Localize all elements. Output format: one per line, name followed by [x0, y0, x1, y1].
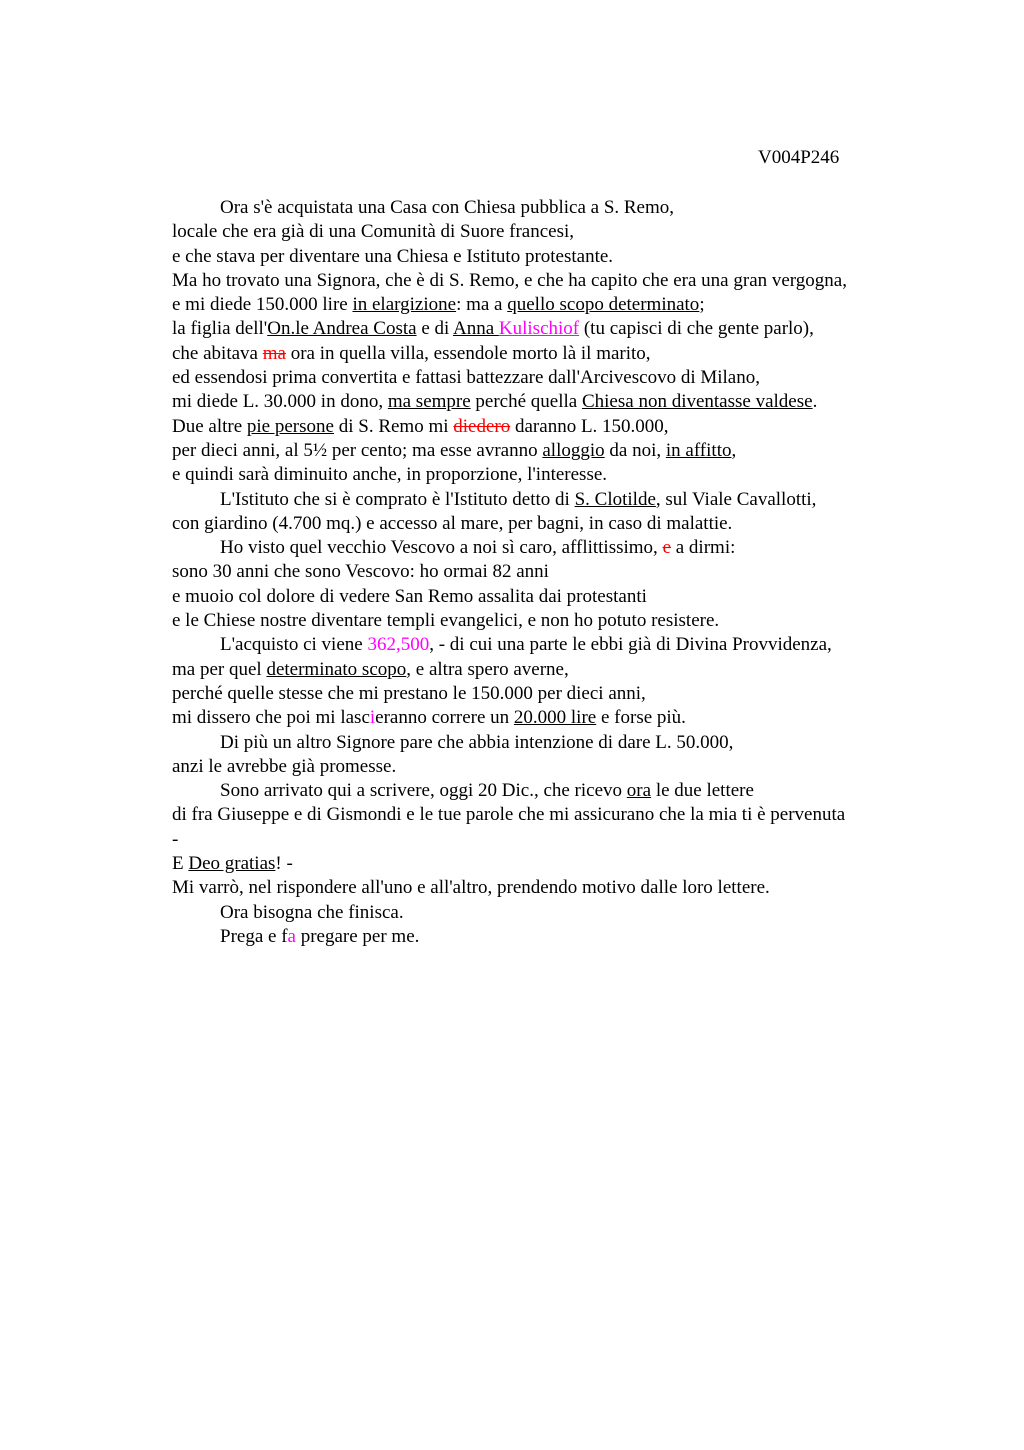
underlined-text: On.le Andrea Costa: [267, 318, 417, 340]
text-segment: : ma a: [456, 294, 508, 316]
text-line: [172, 731, 932, 755]
underlined-text: in elargizione: [352, 294, 457, 316]
underlined-text: pie persone: [246, 415, 334, 437]
text-segment: , - di cui una parte le ebbi già di Divina Provvidenza,: [429, 634, 832, 656]
text-line: [172, 269, 932, 293]
text-segment: con giardino (4.700 mq.) e accesso al mare, per bagni, in caso di malattie.: [172, 512, 733, 534]
text-segment: pregare per me.: [295, 925, 420, 947]
underlined-text: Kulischiof: [498, 318, 580, 340]
text-line: [172, 512, 932, 536]
text-segment: (tu capisci di che gente parlo),: [579, 318, 814, 340]
text-segment: -: [172, 828, 179, 850]
text-segment: perché quella: [470, 391, 582, 413]
underlined-text: S. Clotilde: [574, 488, 656, 510]
underlined-text: quello scopo determinato: [507, 294, 700, 316]
text-segment: le due lettere: [651, 780, 754, 802]
highlighted-text: i: [369, 707, 376, 729]
text-segment: perché quelle stesse che mi prestano le 150.000 per dieci anni,: [172, 682, 646, 704]
text-line: [172, 779, 932, 803]
highlighted-text: a: [287, 925, 296, 947]
text-line: [172, 196, 932, 220]
text-segment: ;: [699, 294, 705, 316]
text-segment: ,: [731, 439, 737, 461]
text-segment: .: [812, 391, 818, 413]
text-segment: , sul Viale Cavallotti,: [655, 488, 817, 510]
text-line: [172, 366, 932, 390]
underlined-text: determinato scopo: [266, 658, 407, 680]
highlighted-text: 362,500: [367, 634, 430, 656]
text-segment: e quindi sarà diminuito anche, in proporzione, l'interesse.: [172, 464, 608, 486]
text-line: [172, 390, 932, 414]
text-line: [172, 876, 932, 900]
text-segment: Ora bisogna che finisca.: [220, 901, 404, 923]
text-segment: Ho visto quel vecchio Vescovo a noi sì caro, afflittissimo,: [220, 537, 663, 559]
text-line: [172, 925, 932, 949]
text-segment: sono 30 anni che sono Vescovo: ho ormai 82 anni: [172, 561, 549, 583]
text-segment: che abitava: [172, 342, 263, 364]
text-segment: ed essendosi prima convertita e fattasi battezzare dall'Arcivescovo di Milano,: [172, 367, 760, 389]
text-segment: mi diede L. 30.000 in dono,: [172, 391, 388, 413]
letter-body: [172, 196, 932, 949]
text-segment: e mi diede 150.000 lire: [172, 294, 353, 316]
text-line: [172, 828, 932, 852]
text-segment: L'Istituto che si è comprato è l'Istituto detto di: [220, 488, 575, 510]
text-line: [172, 609, 932, 633]
text-line: [172, 439, 932, 463]
text-line: [172, 342, 932, 366]
text-line: [172, 658, 932, 682]
text-line: [172, 463, 932, 487]
deleted-text: e: [662, 537, 671, 559]
text-line: [172, 585, 932, 609]
text-segment: eranno correre un: [375, 707, 514, 729]
text-line: [172, 317, 932, 341]
text-segment: ora in quella villa, essendole morto là il marito,: [285, 342, 651, 364]
text-segment: L'acquisto ci viene: [220, 634, 368, 656]
text-line: [172, 245, 932, 269]
underlined-text: Chiesa non diventasse valdese: [581, 391, 813, 413]
text-line: [172, 560, 932, 584]
text-segment: daranno L. 150.000,: [510, 415, 669, 437]
text-line: [172, 633, 932, 657]
text-segment: e le Chiese nostre diventare templi evangelici, e non ho potuto resistere.: [172, 610, 720, 632]
text-segment: e forse più.: [596, 707, 686, 729]
text-line: [172, 682, 932, 706]
text-segment: da noi,: [604, 439, 666, 461]
underlined-text: Anna: [452, 318, 499, 340]
text-line: [172, 488, 932, 512]
text-segment: Ma ho trovato una Signora, che è di S. Remo, e che ha capito che era una gran vergogna,: [172, 269, 847, 291]
underlined-text: alloggio: [542, 439, 605, 461]
text-line: [172, 220, 932, 244]
text-segment: Ora s'è acquistata una Casa con Chiesa pubblica a S. Remo,: [220, 197, 675, 218]
text-line: [172, 852, 932, 876]
text-segment: ma per quel: [172, 658, 267, 680]
text-segment: di S. Remo mi: [333, 415, 454, 437]
deleted-text: diedero: [453, 415, 511, 437]
text-segment: Mi varrò, nel rispondere all'uno e all'altro, prendendo motivo dalle loro lettere.: [172, 877, 770, 899]
underlined-text: ma sempre: [387, 391, 471, 413]
text-segment: e muoio col dolore di vedere San Remo assalita dai protestanti: [172, 585, 647, 607]
underlined-text: Deo gratias: [188, 853, 276, 875]
text-segment: ! -: [275, 853, 293, 875]
text-line: [172, 536, 932, 560]
text-line: [172, 415, 932, 439]
text-segment: mi dissero che poi mi lasc: [172, 707, 370, 729]
text-line: [172, 755, 932, 779]
text-segment: locale che era già di una Comunità di Suore francesi,: [172, 221, 575, 243]
text-line: [172, 901, 932, 925]
text-segment: Sono arrivato qui a scrivere, oggi 20 Dic., che ricevo: [220, 780, 627, 802]
text-line: [172, 706, 932, 730]
deleted-text: ma: [262, 342, 286, 364]
underlined-text: 20.000 lire: [513, 707, 597, 729]
text-segment: la figlia dell': [172, 318, 268, 340]
text-line: [172, 293, 932, 317]
text-line: [172, 803, 932, 827]
text-segment: di fra Giuseppe e di Gismondi e le tue parole che mi assicurano che la mia ti è pervenuta: [172, 804, 846, 826]
text-segment: Due altre: [172, 415, 247, 437]
text-segment: , e altra spero averne,: [406, 658, 569, 680]
text-segment: e che stava per diventare una Chiesa e Istituto protestante.: [172, 245, 614, 267]
underlined-text: in affitto: [665, 439, 732, 461]
text-segment: per dieci anni, al 5½ per cento; ma esse avranno: [172, 439, 543, 461]
text-segment: Prega e f: [220, 925, 288, 947]
text-segment: a dirmi:: [671, 537, 736, 559]
text-segment: Di più un altro Signore pare che abbia intenzione di dare L. 50.000,: [220, 731, 734, 753]
text-segment: e di: [416, 318, 453, 340]
page-id-label: V004P246: [758, 147, 840, 168]
text-segment: anzi le avrebbe già promesse.: [172, 755, 397, 777]
text-segment: E: [172, 853, 189, 875]
underlined-text: ora: [626, 780, 652, 802]
